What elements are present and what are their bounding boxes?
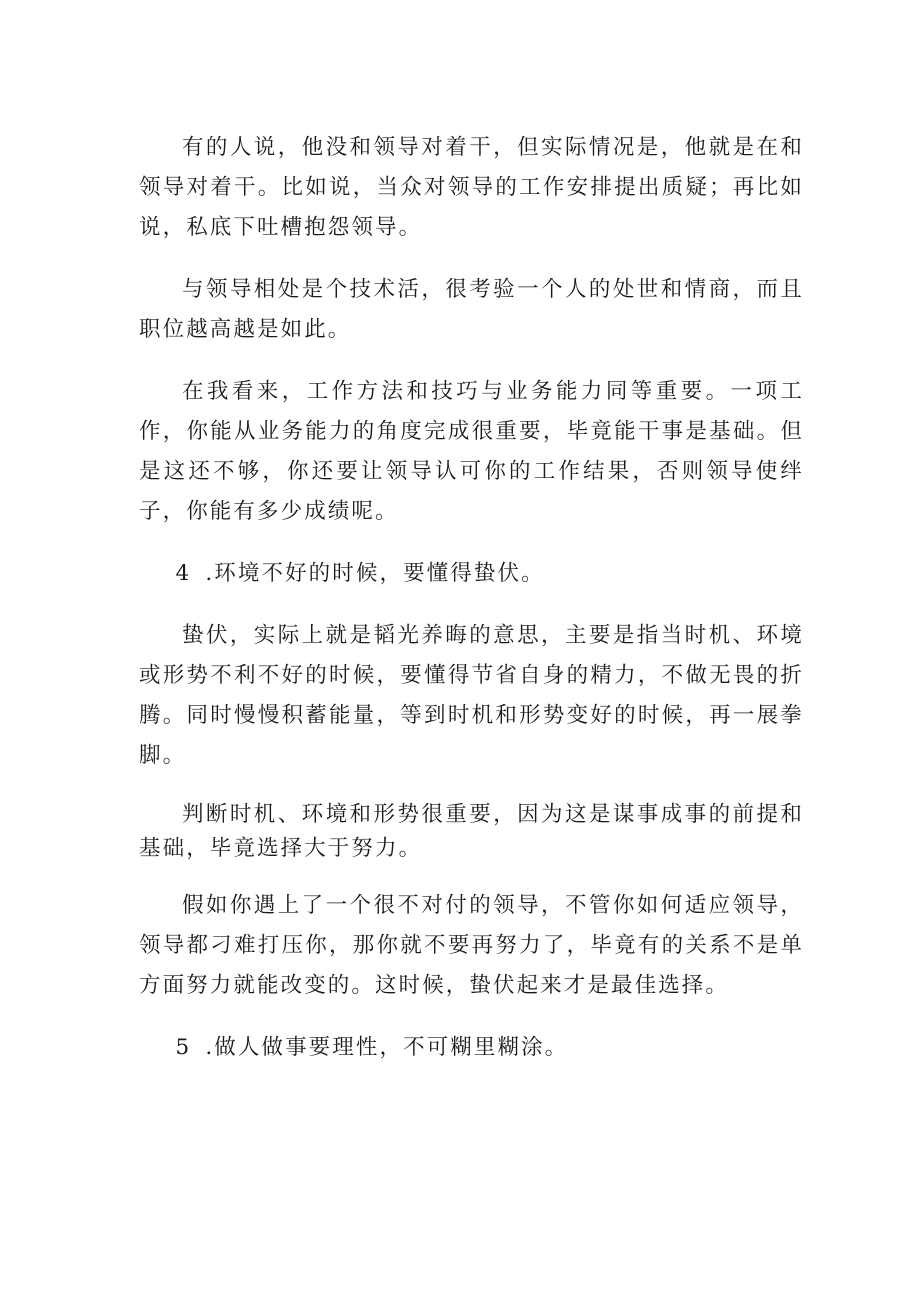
paragraph-skill: 与领导相处是个技术活，很考验一个人的处世和情商，而且职位越高越是如此。 (139, 277, 804, 342)
section-number-4: 4 (175, 561, 192, 586)
paragraph-difficult-leader: 假如你遇上了一个很不对付的领导，不管你如何适应领导，领导都刁难打压你，那你就不要再努力了，毕竟有的关系不是单方面努力就能改变的。这时候，蛰伏起来才是最佳选择。 (139, 893, 804, 998)
paragraph-work-method: 在我看来，工作方法和技巧与业务能力同等重要。一项工作，你能从业务能力的角度完成很重要，毕竟能干事是基础。但是这还不够，你还要让领导认可你的工作结果，否则领导使绊子，你能有多少成绩呢。 (139, 379, 804, 524)
document-body (139, 128, 804, 1090)
section-title-4: .环境不好的时候，要懂得蛰伏。 (205, 561, 545, 586)
paragraph-timing: 判断时机、环境和形势很重要，因为这是谋事成事的前提和基础，毕竟选择大于努力。 (139, 802, 804, 861)
paragraph-leader-conflict: 有的人说，他没和领导对着干，但实际情况是，他就是在和领导对着干。比如说，当众对领导的工作安排提出质疑；再比如说，私底下吐槽抱怨领导。 (139, 135, 804, 240)
section-heading-4 (139, 554, 804, 594)
section-number-5: 5 (175, 1035, 192, 1060)
paragraph-hibernate: 蛰伏，实际上就是韬光养晦的意思，主要是指当时机、环境或形势不利不好的时候，要懂得节省自身的精力，不做无畏的折腾。同时慢慢积蓄能量，等到时机和形势变好的时候，再一展拳脚。 (139, 623, 804, 768)
section-title-5: .做人做事要理性，不可糊里糊涂。 (205, 1035, 569, 1060)
section-heading-5 (139, 1028, 804, 1068)
